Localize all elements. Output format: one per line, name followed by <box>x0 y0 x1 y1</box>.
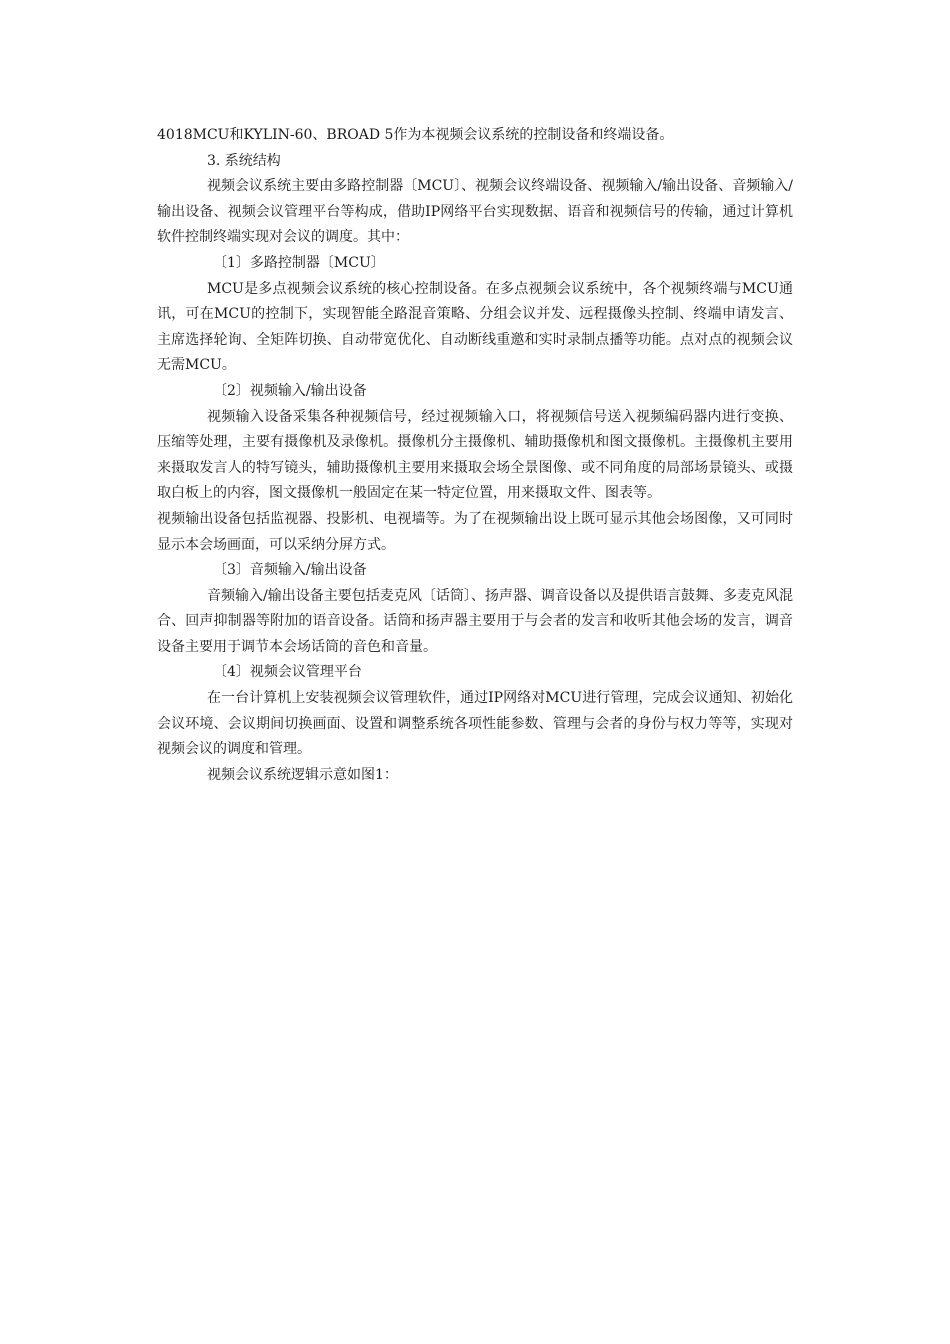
subheading-audio-io: 〔3〕音频输入/输出设备 <box>213 562 367 579</box>
paragraph-intro: 4018MCU和KYLIN-60、BROAD 5作为本视频会议系统的控制设备和终端设备。 <box>157 127 674 143</box>
paragraph-audio-io: 音频输入/输出设备主要包括麦克风〔话筒〕、扬声器、调音设备以及提供语言鼓舞、多麦克风混合、回声抑制器等附加的语音设备。话筒和扬声器主要用于与会者的发言和收听其他会场的发言，调音设备主要用于调节本会场话筒的音色和音量。 <box>157 587 793 655</box>
paragraph-management-platform: 在一台计算机上安装视频会议管理软件，通过IP网络对MCU进行管理，完成会议通知、初始化会议环境、会议期间切换画面、设置和调整系统各项性能参数、管理与会者的身份与权力等等，实现对视频会议的调度和管理。 <box>157 690 793 758</box>
paragraph-mcu: MCU是多点视频会议系统的核心控制设备。在多点视频会议系统中，各个视频终端与MCU通讯，可在MCU的控制下，实现智能全路混音策略、分组会议并发、远程摄像头控制、终端申请发言、主席选择轮询、全矩阵切换、自动带宽优化、自动断线重邀和实时录制点播等功能。点对点的视频会议无需MCU。 <box>157 280 793 374</box>
paragraph-system-overview: 视频会议系统主要由多路控制器〔MCU〕、视频会议终端设备、视频输入/输出设备、音频输入/输出设备、视频会议管理平台等构成，借助IP网络平台实现数据、语音和视频信号的传输，通过计算机软件控制终端实现对会议的调度。其中： <box>157 178 793 246</box>
document-page <box>157 123 793 788</box>
subheading-video-io: 〔2〕视频输入/输出设备 <box>213 382 367 399</box>
paragraph-video-output: 视频输出设备包括监视器、投影机、电视墙等。为了在视频输出设上既可显示其他会场图像，又可同时显示本会场画面，可以采纳分屏方式。 <box>157 510 793 553</box>
subheading-management-platform: 〔4〕视频会议管理平台 <box>213 664 362 681</box>
paragraph-figure-reference: 视频会议系统逻辑示意如图1： <box>207 766 398 783</box>
paragraph-video-input: 视频输入设备采集各种视频信号，经过视频输入口，将视频信号送入视频编码器内进行变换、压缩等处理，主要有摄像机及录像机。摄像机分主摄像机、辅助摄像机和图文摄像机。主摄像机主要用来摄取发言人的特写镜头，辅助摄像机主要用来摄取会场全景图像、或不同角度的局部场景镜头、或摄取白板上的内容，图文摄像机一般固定在某一特定位置，用来摄取文件、图表等。 <box>157 408 793 502</box>
section-heading-system-structure: 3. 系统结构 <box>207 152 281 169</box>
subheading-mcu: 〔1〕多路控制器〔MCU〕 <box>213 254 385 271</box>
